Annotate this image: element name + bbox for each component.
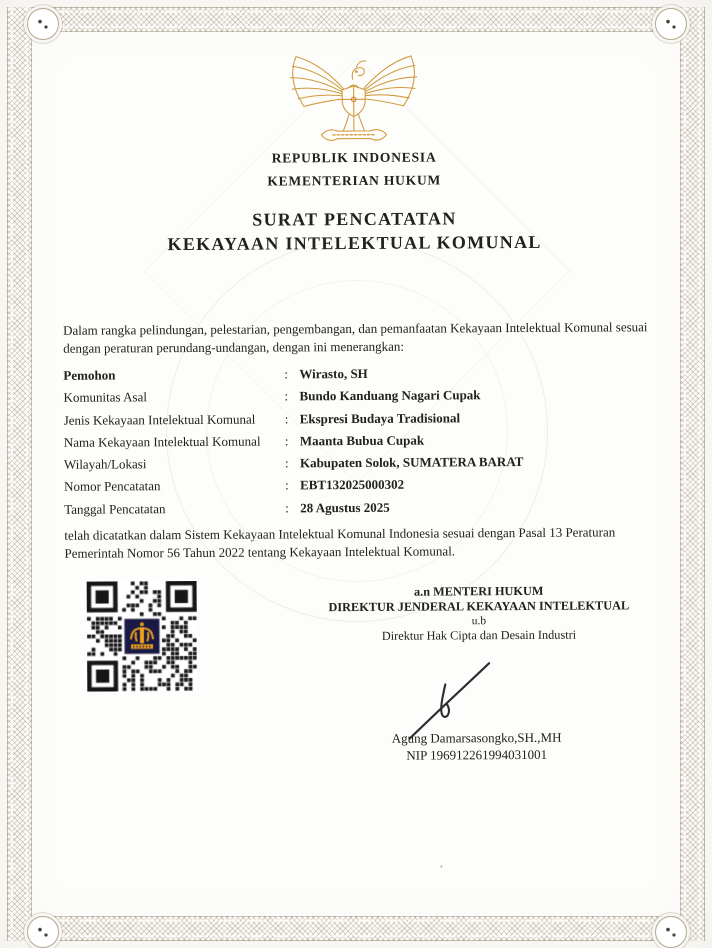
field-separator: : (284, 433, 289, 449)
document-title-line1: SURAT PENCATATAN (252, 208, 457, 230)
scan-speck (440, 865, 442, 867)
field-row-tanggal-pencatatan (64, 495, 654, 521)
field-value: Kabupaten Solok, SUMATERA BARAT (299, 454, 524, 471)
field-separator: : (284, 455, 289, 471)
signoff-block (298, 583, 660, 644)
document-title-line2: KEKAYAAN INTELEKTUAL KOMUNAL (167, 231, 542, 255)
intro-paragraph: Dalam rangka pelindungan, pelestarian, pengembangan, dan pemanfaatan Kekayaan Intelektual Komunal sesuai dengan peraturan perundang-undangan, dengan ini menerangkan: (63, 319, 648, 356)
field-value: Ekspresi Budaya Tradisional (299, 409, 461, 426)
field-value: 28 Agustus 2025 (300, 499, 390, 516)
signer-nip: NIP 196912261994031001 (406, 746, 548, 763)
field-label: Tanggal Pencatatan (64, 500, 166, 517)
field-label: Wilayah/Lokasi (63, 456, 147, 472)
field-separator: : (285, 500, 289, 516)
garuda-pancasila-emblem-icon (286, 40, 421, 153)
field-list (63, 361, 654, 521)
field-label: Pemohon (63, 367, 116, 383)
signer-name: Agung Damarsasongko,SH.,MH (391, 729, 562, 746)
field-label: Komunitas Asal (63, 389, 147, 406)
field-value: EBT132025000302 (300, 477, 405, 493)
closing-paragraph: telah dicatatkan dalam Sistem Kekayaan Intelektual Komunal Indonesia sesuai dengan Pasal 13 Peraturan Pemerintah Nomor 56 Tahun 2022 tentang Kekayaan Intelektual Komunal. (64, 524, 616, 561)
field-value: Wirasto, SH (299, 365, 368, 382)
signoff-director: Direktur Hak Cipta dan Desain Industri (381, 628, 577, 644)
country-name: REPUBLIK INDONESIA (271, 149, 437, 166)
field-separator: : (284, 411, 289, 427)
field-label: Nama Kekayaan Intelektual Komunal (63, 433, 261, 450)
field-separator: : (284, 366, 289, 382)
signoff-ub: u.b (471, 614, 487, 627)
ministry-name: KEMENTERIAN HUKUM (267, 172, 442, 189)
field-separator: : (284, 388, 289, 404)
field-label: Nomor Pencatatan (64, 478, 161, 495)
field-separator: : (285, 477, 289, 493)
signoff-on-behalf: a.n MENTERI HUKUM (413, 583, 544, 599)
signoff-directorate: DIREKTUR JENDERAL KEKAYAAN INTELEKTUAL (328, 598, 630, 614)
field-value: Maanta Bubua Cupak (299, 432, 425, 449)
qr-code (87, 581, 198, 692)
field-label: Jenis Kekayaan Intelektual Komunal (63, 411, 256, 428)
field-value: Bundo Kanduang Nagari Cupak (299, 387, 481, 404)
